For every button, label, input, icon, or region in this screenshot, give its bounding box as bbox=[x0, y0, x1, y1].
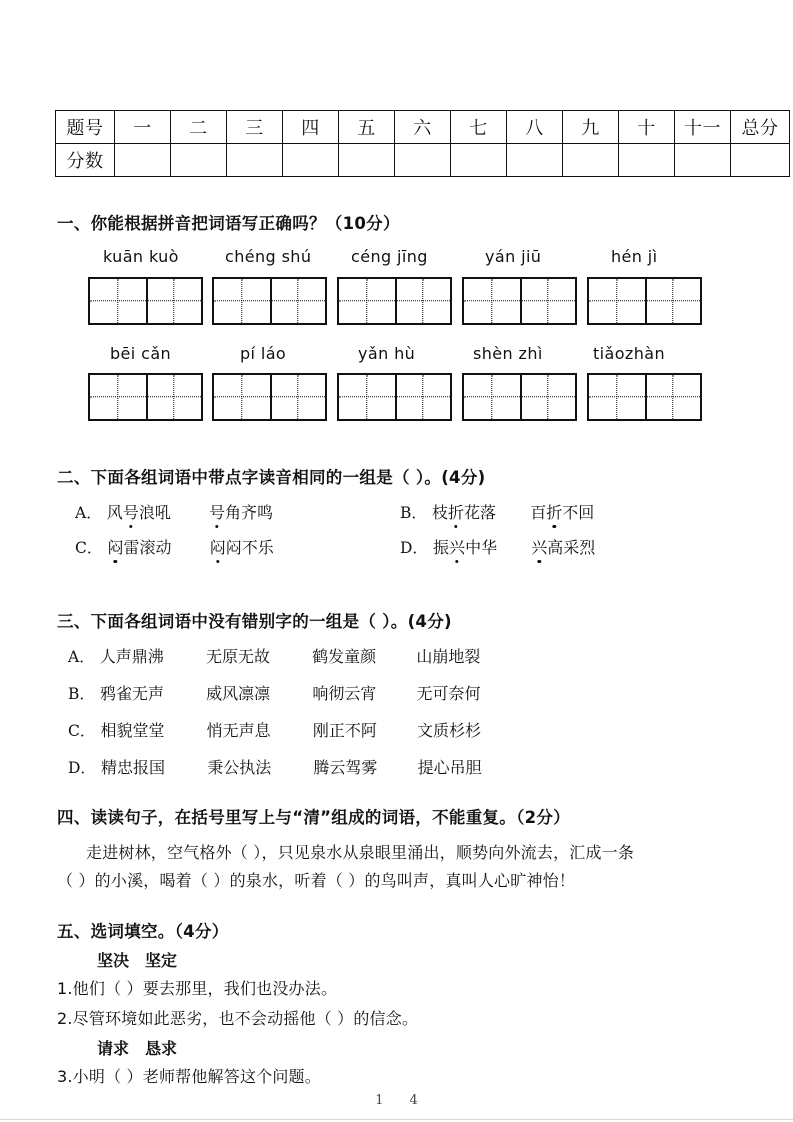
pinyin-label-shenzhi: shèn zhì bbox=[473, 344, 543, 363]
option-d-word-1: 精忠报国 bbox=[101, 758, 166, 777]
score-input-cell-7[interactable] bbox=[451, 144, 507, 177]
option-b-word-1-post: 花落 bbox=[464, 503, 497, 522]
option-d-word-1-dotted: 兴 bbox=[449, 535, 465, 558]
section-two-option-a[interactable] bbox=[75, 500, 273, 523]
option-letter-a: A． bbox=[68, 648, 95, 666]
writing-grid-kuankuo[interactable] bbox=[88, 277, 203, 325]
page-bottom-divider bbox=[0, 1119, 793, 1120]
score-input-cell-total[interactable] bbox=[731, 144, 790, 177]
writing-grid-cell[interactable] bbox=[90, 375, 146, 419]
pinyin-label-chengshu: chéng shú bbox=[225, 247, 312, 266]
score-input-cell-10[interactable] bbox=[619, 144, 675, 177]
writing-grid-cell[interactable] bbox=[90, 279, 146, 323]
section-two-heading: 二、下面各组词语中带点字读音相同的一组是（ ）。(4分) bbox=[57, 468, 486, 487]
section-two-option-c[interactable] bbox=[75, 535, 274, 558]
writing-grid-tiaozhan[interactable] bbox=[587, 373, 702, 421]
writing-grid-cell[interactable] bbox=[645, 279, 701, 323]
section-three-heading: 三、下面各组词语中没有错别字的一组是（ ）。(4分) bbox=[57, 612, 452, 631]
pinyin-label-beican: bēi cǎn bbox=[110, 344, 172, 363]
option-d-word-2-post: 高采烈 bbox=[547, 538, 596, 557]
score-table-col-8: 八 bbox=[507, 111, 563, 144]
writing-grid-cell[interactable] bbox=[270, 279, 326, 323]
option-d-word-4: 提心吊胆 bbox=[417, 758, 482, 777]
writing-grid-cell[interactable] bbox=[339, 279, 395, 323]
option-c-word-1: 相貌堂堂 bbox=[100, 721, 165, 740]
score-input-cell-6[interactable] bbox=[395, 144, 451, 177]
option-a-word-1-pre: 风 bbox=[106, 503, 123, 522]
section-three-option-d[interactable] bbox=[68, 755, 496, 778]
writing-grid-cell[interactable] bbox=[520, 375, 576, 419]
option-b-word-2: 威风凛凛 bbox=[206, 684, 271, 703]
section-one-heading: 一、你能根据拼音把词语写正确吗？（10分） bbox=[57, 214, 400, 233]
score-table-col-6: 六 bbox=[395, 111, 451, 144]
section-four-heading: 四、读读句子，在括号里写上与“清”组成的词语，不能重复。（2分） bbox=[57, 808, 571, 827]
section-five-question-2[interactable]: 2.尽管环境如此恶劣，也不会动摇他（ ）的信念。 bbox=[57, 1009, 419, 1028]
section-four-line-2[interactable]: （ ）的小溪，喝着（ ）的泉水，听着（ ）的鸟叫声，真叫人心旷神怡！ bbox=[57, 871, 576, 890]
score-input-cell-1[interactable] bbox=[115, 144, 171, 177]
writing-grid-cell[interactable] bbox=[645, 375, 701, 419]
option-c-word-1-dotted: 闷 bbox=[107, 535, 123, 558]
writing-grid-cell[interactable] bbox=[520, 279, 576, 323]
score-input-cell-2[interactable] bbox=[171, 144, 227, 177]
score-table-col-total: 总分 bbox=[731, 111, 790, 144]
option-c-word-2: 悄无声息 bbox=[206, 721, 271, 740]
section-three-option-c[interactable] bbox=[68, 718, 495, 741]
writing-grid-cell[interactable] bbox=[395, 279, 451, 323]
option-b-word-1-pre: 枝 bbox=[431, 503, 448, 522]
section-four-line-1[interactable]: 走进树林，空气格外（ ），只见泉水从泉眼里涌出，顺势向外流去，汇成一条 bbox=[86, 843, 635, 862]
score-table-container bbox=[55, 110, 779, 177]
option-d-word-3: 腾云驾雾 bbox=[313, 758, 378, 777]
option-c-word-2-post: 闷不乐 bbox=[225, 538, 274, 557]
section-two-option-b[interactable] bbox=[400, 500, 594, 523]
pinyin-label-yanjiu: yán jiū bbox=[485, 247, 542, 266]
option-a-word-3: 鹤发童颜 bbox=[312, 647, 377, 666]
option-a-word-2-post: 角齐鸣 bbox=[225, 503, 274, 522]
footer-total-pages: 4 bbox=[409, 1093, 418, 1108]
option-a-word-2-dotted: 号 bbox=[209, 500, 225, 523]
pinyin-label-pilao: pí láo bbox=[240, 344, 287, 363]
option-letter-c: C． bbox=[68, 722, 96, 740]
score-table-col-1: 一 bbox=[115, 111, 171, 144]
score-table bbox=[55, 110, 790, 177]
writing-grid-cell[interactable] bbox=[589, 375, 645, 419]
section-three-option-b[interactable] bbox=[68, 681, 495, 704]
page-footer bbox=[0, 1093, 793, 1108]
pinyin-label-henji: hén jì bbox=[611, 247, 658, 266]
writing-grid-cell[interactable] bbox=[395, 375, 451, 419]
score-table-col-3: 三 bbox=[227, 111, 283, 144]
section-three-option-a[interactable] bbox=[68, 644, 494, 667]
score-table-col-11: 十一 bbox=[675, 111, 731, 144]
option-b-word-2-dotted: 折 bbox=[546, 500, 562, 523]
option-c-word-4: 文质杉杉 bbox=[417, 721, 482, 740]
score-input-cell-4[interactable] bbox=[283, 144, 339, 177]
section-five-word-bank-1: 坚决 坚定 bbox=[97, 951, 178, 970]
option-a-word-1: 人声鼎沸 bbox=[99, 647, 164, 666]
option-a-word-1-post: 浪吼 bbox=[138, 503, 171, 522]
pinyin-label-yanhu: yǎn hù bbox=[358, 344, 416, 363]
option-d-word-2-dotted: 兴 bbox=[531, 535, 547, 558]
option-a-word-2: 无原无故 bbox=[205, 647, 270, 666]
score-table-row-label-score: 分数 bbox=[56, 144, 115, 177]
score-table-col-9: 九 bbox=[563, 111, 619, 144]
writing-grid-cell[interactable] bbox=[464, 375, 520, 419]
option-letter-b: B． bbox=[400, 504, 427, 522]
score-input-cell-8[interactable] bbox=[507, 144, 563, 177]
score-table-col-2: 二 bbox=[171, 111, 227, 144]
writing-grid-cell[interactable] bbox=[589, 279, 645, 323]
writing-grid-yanhu[interactable] bbox=[337, 373, 452, 421]
option-a-word-4: 山崩地裂 bbox=[416, 647, 481, 666]
writing-grid-beican[interactable] bbox=[88, 373, 203, 421]
option-c-word-3: 刚正不阿 bbox=[312, 721, 377, 740]
writing-grid-chengshu[interactable] bbox=[212, 277, 327, 325]
score-input-cell-9[interactable] bbox=[563, 144, 619, 177]
option-d-word-1-post: 中华 bbox=[465, 538, 498, 557]
option-b-word-1-dotted: 折 bbox=[448, 500, 464, 523]
footer-page-number: 1 bbox=[375, 1093, 384, 1108]
writing-grid-cengjing[interactable] bbox=[337, 277, 452, 325]
pinyin-label-cengjing: céng jīng bbox=[351, 247, 428, 266]
option-letter-d: D． bbox=[400, 539, 428, 557]
option-b-word-1: 鸦雀无声 bbox=[99, 684, 164, 703]
writing-grid-cell[interactable] bbox=[146, 375, 202, 419]
writing-grid-pilao[interactable] bbox=[212, 373, 327, 421]
option-letter-d: D． bbox=[68, 759, 96, 777]
writing-grid-yanjiu[interactable] bbox=[462, 277, 577, 325]
option-letter-c: C． bbox=[75, 539, 103, 557]
writing-grid-cell[interactable] bbox=[146, 279, 202, 323]
table-row-question-numbers bbox=[56, 111, 790, 144]
option-c-word-2-dotted: 闷 bbox=[210, 535, 226, 558]
option-letter-a: A． bbox=[75, 504, 102, 522]
section-five-word-bank-2: 请求 恳求 bbox=[97, 1039, 178, 1058]
option-letter-b: B． bbox=[68, 685, 95, 703]
section-five-question-3[interactable]: 3.小明（ ）老师帮他解答这个问题。 bbox=[57, 1067, 321, 1086]
pinyin-label-tiaozhan: tiǎozhàn bbox=[593, 344, 665, 363]
writing-grid-henji[interactable] bbox=[587, 277, 702, 325]
option-b-word-3: 响彻云宵 bbox=[312, 684, 377, 703]
score-input-cell-11[interactable] bbox=[675, 144, 731, 177]
writing-grid-shenzhi[interactable] bbox=[462, 373, 577, 421]
writing-grid-cell[interactable] bbox=[464, 279, 520, 323]
section-two-option-d[interactable] bbox=[400, 535, 595, 558]
score-input-cell-5[interactable] bbox=[339, 144, 395, 177]
table-row-scores bbox=[56, 144, 790, 177]
option-c-word-1-post: 雷滚动 bbox=[123, 538, 172, 557]
option-d-word-1-pre: 振 bbox=[433, 538, 450, 557]
writing-grid-cell[interactable] bbox=[214, 375, 270, 419]
score-table-col-4: 四 bbox=[283, 111, 339, 144]
writing-grid-cell[interactable] bbox=[339, 375, 395, 419]
pinyin-label-kuankuo: kuān kuò bbox=[103, 247, 179, 266]
score-table-row-label-question: 题号 bbox=[56, 111, 115, 144]
writing-grid-cell[interactable] bbox=[270, 375, 326, 419]
score-table-col-5: 五 bbox=[339, 111, 395, 144]
score-input-cell-3[interactable] bbox=[227, 144, 283, 177]
option-b-word-2-pre: 百 bbox=[530, 503, 547, 522]
option-b-word-2-post: 不回 bbox=[562, 503, 595, 522]
score-table-col-10: 十 bbox=[619, 111, 675, 144]
section-five-heading: 五、选词填空。（4分） bbox=[57, 922, 229, 941]
option-b-word-4: 无可奈何 bbox=[416, 684, 481, 703]
option-a-word-1-dotted: 号 bbox=[123, 500, 139, 523]
option-d-word-2: 秉公执法 bbox=[207, 758, 272, 777]
section-five-question-1[interactable]: 1.他们（ ）要去那里，我们也没办法。 bbox=[57, 979, 338, 998]
score-table-col-7: 七 bbox=[451, 111, 507, 144]
writing-grid-cell[interactable] bbox=[214, 279, 270, 323]
